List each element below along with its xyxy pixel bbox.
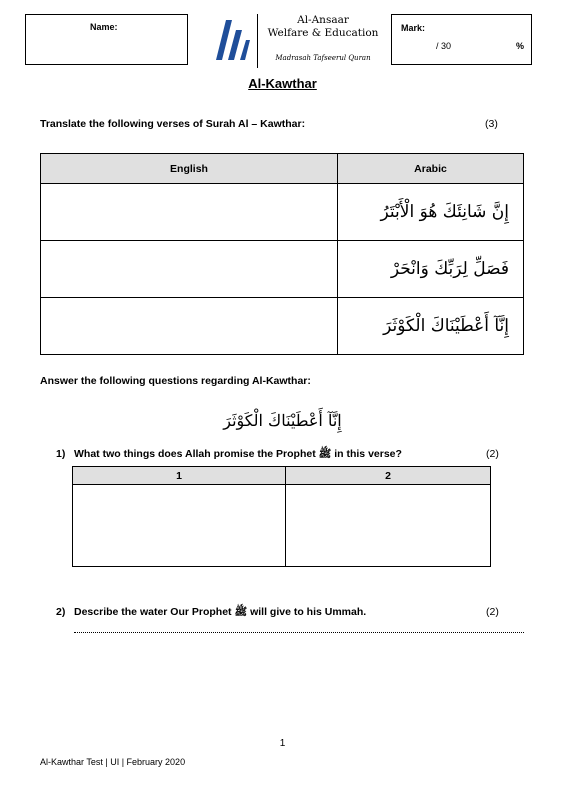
organisation-name <box>264 14 382 40</box>
organisation-name-line-1: Al-Ansaar <box>297 14 349 26</box>
section1-marks: (3) <box>485 118 498 130</box>
answer-cell-2[interactable] <box>286 485 491 567</box>
english-answer-cell[interactable] <box>41 241 338 298</box>
arabic-verse-cell: فَصَلِّ لِرَبِّكَ وَانْحَرْ <box>338 241 524 298</box>
question-2-marks: (2) <box>486 606 499 618</box>
footer-text: Al-Kawthar Test | UI | February 2020 <box>40 757 186 767</box>
organisation-name-line-2: Welfare & Education <box>267 27 379 39</box>
logo-divider <box>257 14 258 68</box>
mark-total: / 30 <box>436 41 452 51</box>
question-2-text: Describe the water Our Prophet ﷺ will give to his Ummah. <box>74 606 367 618</box>
column-header-1: 1 <box>73 467 286 485</box>
organisation-tagline: Madrasah Tafseerul Quran <box>275 54 371 62</box>
table-row <box>41 241 524 298</box>
page-title: Al-Kawthar <box>248 76 317 91</box>
section2-instruction: Answer the following questions regarding Al-Kawthar: <box>40 375 311 387</box>
mark-label: Mark: <box>401 23 426 33</box>
name-field-box[interactable] <box>25 14 188 65</box>
question-1-marks: (2) <box>486 448 499 460</box>
organisation-logo <box>212 14 382 68</box>
translation-table <box>40 153 524 355</box>
english-answer-cell[interactable] <box>41 298 338 355</box>
column-header-arabic: Arabic <box>338 154 524 184</box>
column-header-2: 2 <box>286 467 491 485</box>
arabic-verse-cell: إِنَّ شَانِئَكَ هُوَ الْأَبْتَرُ <box>338 184 524 241</box>
verse-arabic: إِنَّآ أَعْطَيْنَاكَ الْكَوْثَرَ <box>223 411 342 430</box>
table-row <box>41 298 524 355</box>
table-row <box>41 184 524 241</box>
english-answer-cell[interactable] <box>41 184 338 241</box>
table-row <box>73 485 491 567</box>
column-header-english: English <box>41 154 338 184</box>
logo-emblem-icon <box>212 16 252 62</box>
question-1-number: 1) <box>56 448 66 460</box>
answer-cell-1[interactable] <box>73 485 286 567</box>
answer-table <box>72 466 491 567</box>
page-number: 1 <box>279 738 286 749</box>
mark-field-box[interactable] <box>391 14 532 65</box>
mark-percent: % <box>516 41 525 51</box>
section1-instruction: Translate the following verses of Surah Al – Kawthar: <box>40 118 306 130</box>
name-label: Name: <box>90 22 118 32</box>
answer-line[interactable] <box>74 632 524 633</box>
question-2-number: 2) <box>56 606 66 618</box>
question-1-text: What two things does Allah promise the Prophet ﷺ in this verse? <box>74 448 402 460</box>
arabic-verse-cell: إِنَّآ أَعْطَيْنَاكَ الْكَوْثَرَ <box>338 298 524 355</box>
